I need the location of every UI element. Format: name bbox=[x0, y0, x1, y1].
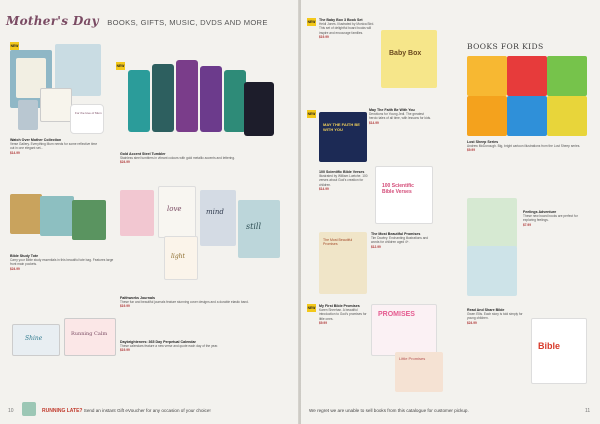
calendar-calm-word: Running Calm bbox=[71, 331, 108, 337]
calendar-shine-word: Shine bbox=[25, 335, 43, 342]
left-header bbox=[6, 14, 268, 28]
journal-love-word: love bbox=[167, 205, 182, 213]
tumbler-purple[interactable] bbox=[176, 60, 198, 132]
running-late-text: Send an instant Gift eVoucher for any occasion of your choice! bbox=[83, 408, 211, 413]
mug-text: For the love of Mum bbox=[75, 111, 102, 115]
r-item-7-desc: These new board books are perfect for exploring feelings. bbox=[523, 214, 578, 223]
new-tag: NEW bbox=[116, 64, 125, 68]
r-item-7-title: Feelings Adventure bbox=[523, 210, 557, 214]
r-item-1-text bbox=[319, 18, 377, 39]
r-item-6-title: Lost Sheep Series bbox=[467, 140, 499, 144]
r-item-8-title: Read And Share Bible bbox=[467, 308, 505, 312]
r-item-3-text bbox=[319, 170, 373, 191]
r-item-7-text bbox=[523, 210, 591, 227]
r-item-8-text bbox=[467, 308, 525, 325]
books-for-kids-title: BOOKS FOR KIDS bbox=[467, 42, 544, 51]
item-2-title: Gold Accent Steel Tumbler bbox=[120, 152, 166, 156]
r-item-8-desc: Gwen Ellis. Each story is told simply for young children. bbox=[467, 312, 523, 321]
r-item-3-title: 100 Scientific Bible Verses bbox=[319, 170, 365, 174]
item-3-text bbox=[10, 254, 114, 271]
baby-box-cover[interactable] bbox=[381, 30, 437, 88]
r-item-5-text bbox=[319, 304, 369, 325]
read-share-title: Bible bbox=[538, 341, 561, 351]
item-2-price: $24.99 bbox=[120, 160, 130, 165]
item-1-title: Watch Over Mother Collection bbox=[10, 138, 62, 142]
lost-sheep-book-4[interactable] bbox=[467, 96, 507, 136]
journal-still[interactable] bbox=[238, 200, 280, 258]
item-4-title: Faithworks Journals bbox=[120, 296, 155, 300]
item-1-desc: Verse Gallery. Everything Mum needs for some reflective time out in one elegant set... bbox=[10, 142, 98, 151]
item-3-title: Bible Study Tote bbox=[10, 254, 39, 258]
new-tag: NEW bbox=[307, 20, 316, 24]
right-page bbox=[301, 0, 600, 424]
item-5-text bbox=[120, 340, 282, 353]
verses-title: 100 Scientific Bible Verses bbox=[382, 183, 414, 195]
most-beautiful-title: The Most Beautiful Promises bbox=[323, 238, 353, 246]
faith-title: MAY THE FAITH BE WITH YOU bbox=[323, 122, 360, 132]
promises-title: PROMISES bbox=[378, 311, 415, 318]
journal-light-word: light bbox=[171, 253, 185, 260]
promises-cover[interactable] bbox=[371, 304, 437, 356]
little-promises-title: Little Promises bbox=[399, 356, 426, 361]
journal-pink[interactable] bbox=[120, 190, 154, 236]
r-item-1-title: The Baby Box 3 Book Set bbox=[319, 18, 363, 22]
mug-product[interactable] bbox=[70, 104, 104, 134]
right-footer: We regret we are unable to sell books from this catalogue for customer pickup. bbox=[309, 408, 469, 413]
r-item-4-text bbox=[371, 232, 433, 249]
r-item-3-desc: Illustrated by William Luetche. 100 verses about God's creation for children. bbox=[319, 174, 368, 187]
item-2-text bbox=[120, 152, 280, 165]
r-item-4-price: $12.99 bbox=[371, 244, 381, 249]
new-tag: NEW bbox=[307, 112, 316, 116]
item-5-desc: These calendars feature a new verse and quote each day of the year. bbox=[120, 344, 218, 349]
lost-sheep-book-2[interactable] bbox=[507, 56, 547, 96]
tote-gold[interactable] bbox=[10, 194, 42, 234]
item-1-text bbox=[10, 138, 102, 155]
r-item-2-text bbox=[369, 108, 433, 125]
mothers-day-title: Mother's Day bbox=[6, 14, 99, 28]
item-4-desc: These fun and beautiful journals feature stunning cover designs and a durable elastic band. bbox=[120, 300, 249, 305]
item-3-desc: Carry your Bible study essentials in this beautiful tote bag. Features large front main pockets. bbox=[10, 258, 114, 267]
right-page-number: 11 bbox=[585, 408, 591, 414]
lost-sheep-book-5[interactable] bbox=[507, 96, 547, 136]
item-3-price: $24.99 bbox=[10, 266, 20, 271]
lost-sheep-book-6[interactable] bbox=[547, 96, 587, 136]
journal-mind[interactable] bbox=[200, 190, 236, 246]
r-item-6-price: $9.99 bbox=[467, 148, 475, 153]
r-item-6-text bbox=[467, 140, 591, 153]
feelings-book-1[interactable] bbox=[467, 198, 517, 248]
item-2-desc: Stainless steel tumblers in vibrant colours with gold metallic accents and lettering. bbox=[120, 156, 235, 161]
feelings-book-2[interactable] bbox=[467, 246, 517, 296]
calendar-calm[interactable] bbox=[64, 318, 116, 356]
candle-product[interactable] bbox=[18, 100, 38, 130]
tumbler-dark[interactable] bbox=[152, 64, 174, 132]
tumbler-black[interactable] bbox=[244, 82, 274, 136]
tumbler-teal[interactable] bbox=[128, 70, 150, 132]
journal-mind-word: mind bbox=[206, 208, 224, 216]
r-item-3-price: $14.99 bbox=[319, 186, 329, 191]
r-item-6-desc: Andrew McDonough. Big, bright cartoon illustrations from the Lost Sheep series. bbox=[467, 144, 581, 149]
baby-box-title: Baby Box bbox=[389, 50, 422, 57]
r-item-1-desc: Heidi Jones. Illustrated by Monica Bird. This set of delightful board books will inspire and encourage families. bbox=[319, 22, 375, 35]
journal-still-word: still bbox=[246, 222, 261, 231]
r-item-5-title: My First Bible Promises bbox=[319, 304, 360, 308]
voucher-icon bbox=[22, 402, 36, 416]
tumbler-violet[interactable] bbox=[200, 66, 222, 132]
item-4-text bbox=[120, 296, 282, 309]
left-header-title: BOOKS, GIFTS, MUSIC, DVDS AND MORE bbox=[107, 18, 268, 27]
lost-sheep-book-3[interactable] bbox=[547, 56, 587, 96]
new-tag: NEW bbox=[307, 306, 316, 310]
r-item-5-desc: Karen Sheehan. A beautiful introduction to God's promises for little ones. bbox=[319, 308, 367, 321]
journal-love[interactable] bbox=[158, 186, 196, 238]
left-footer bbox=[42, 408, 211, 414]
item-5-price: $19.99 bbox=[120, 348, 130, 353]
item-4-price: $19.99 bbox=[120, 304, 130, 309]
plaque-product[interactable] bbox=[40, 88, 72, 122]
item-5-title: Daybrighteners: 365 Day Perpetual Calendar bbox=[120, 340, 196, 344]
r-item-4-title: The Most Beautiful Promises bbox=[371, 232, 421, 236]
journal-light[interactable] bbox=[164, 236, 198, 280]
r-item-7-price: $7.99 bbox=[523, 222, 531, 227]
item-1-price: $14.99 bbox=[10, 150, 20, 155]
verses-cover[interactable] bbox=[375, 166, 433, 224]
calendar-shine[interactable] bbox=[12, 324, 60, 356]
tumbler-green[interactable] bbox=[224, 70, 246, 132]
faith-cover[interactable] bbox=[319, 112, 367, 162]
tote-green[interactable] bbox=[72, 200, 106, 240]
running-late-label: RUNNING LATE? bbox=[42, 408, 83, 414]
tote-teal[interactable] bbox=[40, 196, 74, 236]
left-page bbox=[0, 0, 299, 424]
read-share-bible-cover[interactable] bbox=[531, 318, 587, 384]
little-promises-cover[interactable] bbox=[395, 352, 443, 392]
r-item-2-desc: Devotions for Young Jedi. The greatest heroic tales of all time, with lessons for kids. bbox=[369, 112, 432, 121]
r-item-5-price: $9.99 bbox=[319, 320, 327, 325]
lost-sheep-book-1[interactable] bbox=[467, 56, 507, 96]
r-item-2-price: $14.99 bbox=[369, 120, 379, 125]
new-tag: NEW bbox=[10, 44, 19, 48]
r-item-8-price: $24.99 bbox=[467, 320, 477, 325]
left-page-number: 10 bbox=[8, 408, 14, 414]
r-item-4-desc: Tim Dowley. Enchanting illustrations and words for children aged 4+. bbox=[371, 236, 429, 245]
most-beautiful-cover[interactable] bbox=[319, 232, 367, 294]
r-item-1-price: $19.99 bbox=[319, 34, 329, 39]
r-item-2-title: May The Faith Be With You bbox=[369, 108, 415, 112]
